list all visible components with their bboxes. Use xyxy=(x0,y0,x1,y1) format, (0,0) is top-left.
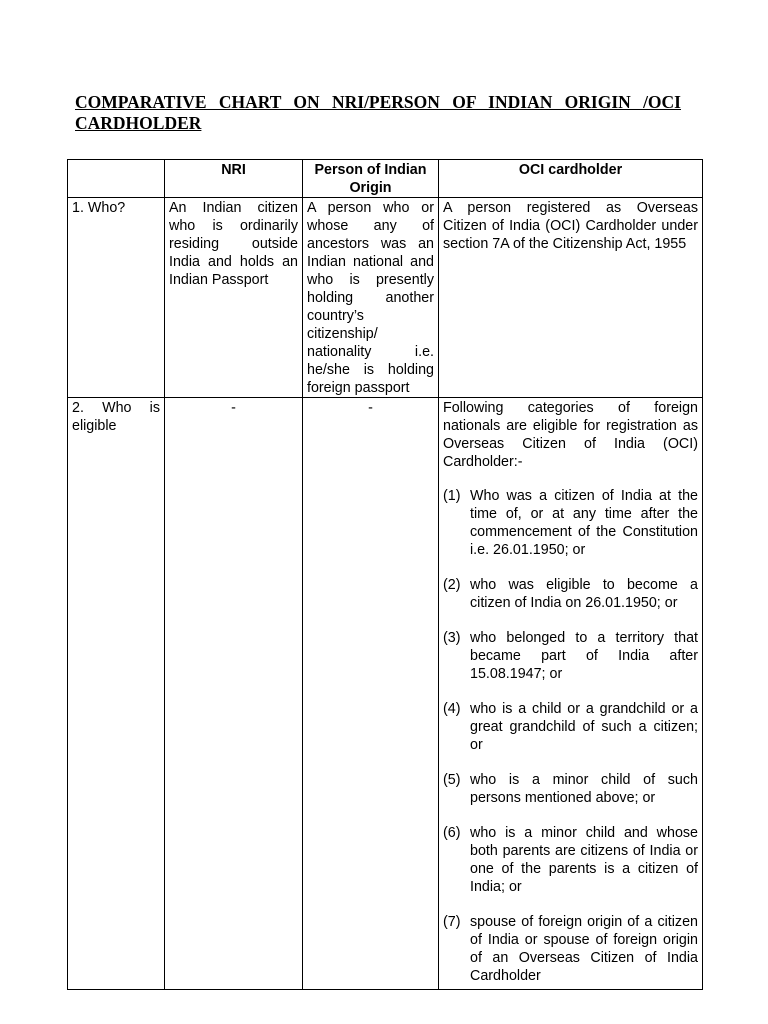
list-item xyxy=(443,629,698,683)
list-item-number: (4) xyxy=(443,701,461,717)
cell-oci-who: A person registered as Overseas Citizen of India (OCI) Cardholder under section 7A of the Citizenship Act, 1955 xyxy=(439,198,703,398)
list-item-text: spouse of foreign origin of a citizen of India or spouse of foreign origin of an Overseas Citizen of India Cardholder xyxy=(470,914,698,984)
list-item xyxy=(443,487,698,559)
comparison-table xyxy=(67,159,703,990)
header-row xyxy=(68,160,703,198)
list-item-text: who is a minor child and whose both parents are citizens of India or one of the parents is a citizen of India; or xyxy=(470,825,698,895)
row-label-who: 1. Who? xyxy=(68,198,165,398)
list-item xyxy=(443,771,698,807)
cell-nri-who: An Indian citizen who is ordinarily residing outside India and holds an Indian Passport xyxy=(165,198,303,398)
list-item-text: who is a child or a grandchild or a great grandchild of such a citizen; or xyxy=(470,701,698,753)
cell-oci-eligible xyxy=(439,398,703,990)
list-item-number: (1) xyxy=(443,488,461,504)
list-item-text: who was eligible to become a citizen of India on 26.01.1950; or xyxy=(470,577,698,611)
list-item xyxy=(443,913,698,985)
list-item-text: who is a minor child of such persons mentioned above; or xyxy=(470,772,698,806)
list-item xyxy=(443,824,698,896)
list-item xyxy=(443,700,698,754)
header-empty xyxy=(68,160,165,198)
list-item-text: Who was a citizen of India at the time of, or at any time after the commencement of the Constitution i.e. 26.01.1950; or xyxy=(470,488,698,558)
list-item-number: (2) xyxy=(443,577,461,593)
oci-eligibility-list xyxy=(443,487,698,985)
list-item xyxy=(443,576,698,612)
header-oci: OCI cardholder xyxy=(439,160,703,198)
list-item-number: (7) xyxy=(443,914,461,930)
cell-pio-eligible: - xyxy=(303,398,439,990)
list-item-number: (6) xyxy=(443,825,461,841)
table-row-who xyxy=(68,198,703,398)
list-item-text: who belonged to a territory that became part of India after 15.08.1947; or xyxy=(470,630,698,682)
oci-eligibility-intro: Following categories of foreign nationals are eligible for registration as Overseas Citizen of India (OCI) Cardholder:- xyxy=(443,400,698,470)
document-title: COMPARATIVE CHART ON NRI/PERSON OF INDIAN ORIGIN /OCI CARDHOLDER xyxy=(75,92,681,133)
header-nri: NRI xyxy=(165,160,303,198)
cell-pio-who: A person who or whose any of ancestors was an Indian national and who is presently holding another country’s citizenship/ nationality i.e. he/she is holding foreign passport xyxy=(303,198,439,398)
list-item-number: (5) xyxy=(443,772,461,788)
header-pio: Person of Indian Origin xyxy=(303,160,439,198)
table-row-eligible xyxy=(68,398,703,990)
list-item-number: (3) xyxy=(443,630,461,646)
cell-nri-eligible: - xyxy=(165,398,303,990)
row-label-eligible: 2. Who is eligible xyxy=(68,398,165,990)
